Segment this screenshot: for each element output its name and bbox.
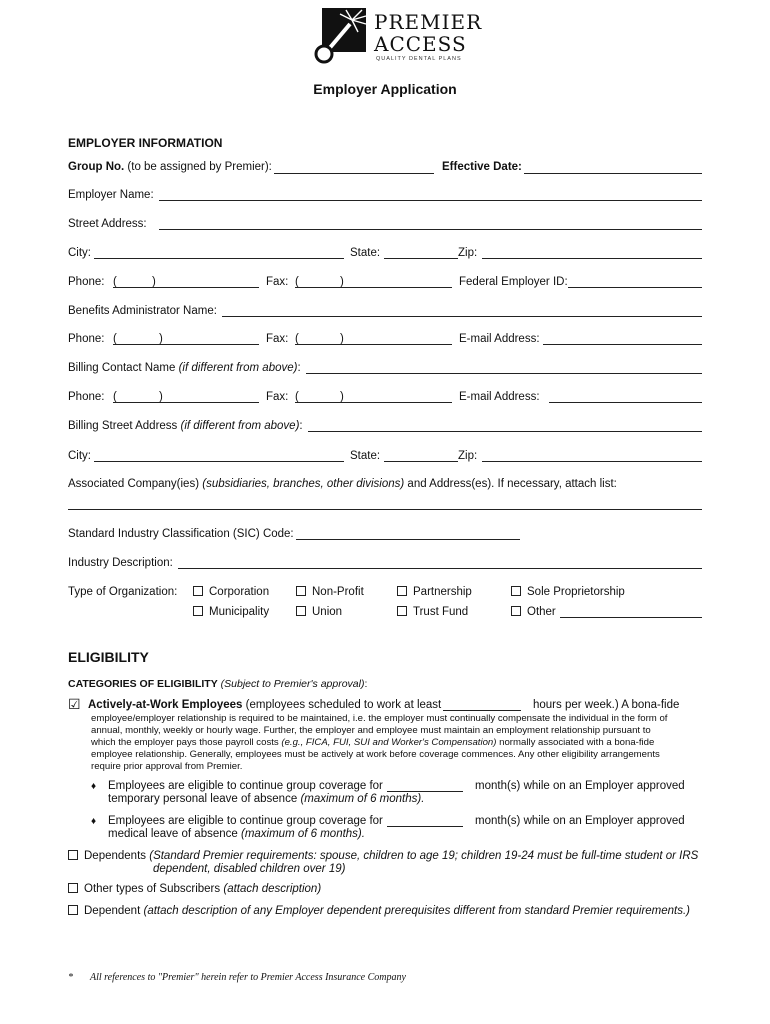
federal-id-field[interactable] — [568, 287, 702, 288]
logo-tagline: QUALITY DENTAL PLANS — [376, 56, 462, 62]
phone-field[interactable] — [113, 287, 259, 288]
zip-label: Zip: — [458, 247, 478, 259]
admin-phone-field[interactable] — [113, 344, 259, 345]
org-option-partnership[interactable]: Partnership — [397, 586, 472, 598]
fax-field[interactable] — [295, 287, 452, 288]
dependent-option[interactable]: Dependent (attach description of any Employer dependent prerequisites different from standard Premier requirements.) — [68, 905, 690, 917]
admin-fax-label: Fax: — [266, 333, 289, 345]
admin-email-field[interactable] — [543, 344, 702, 345]
street-address-label: Street Address: — [68, 218, 147, 230]
section-heading-employer: EMPLOYER INFORMATION — [68, 136, 223, 150]
checkbox[interactable] — [511, 586, 521, 596]
billing-contact-label: Billing Contact Name (if different from above): — [68, 362, 301, 374]
org-option-corporation[interactable]: Corporation — [193, 586, 269, 598]
medical-leave-months-field[interactable] — [387, 826, 463, 827]
eligibility-para-line3: which the employer pays those payroll costs (e.g., FICA, FUI, SUI and Worker's Compensation) normally associated with a bona-fide — [91, 737, 655, 748]
billing-fax-close: ) — [340, 391, 344, 403]
billing-fax-open: ( — [295, 391, 299, 403]
sic-code-label: Standard Industry Classification (SIC) Code: — [68, 528, 294, 540]
medical-leave-text-2: medical leave of absence (maximum of 6 months). — [108, 828, 365, 840]
medical-leave-months-label: month(s) while on an Employer approved — [475, 815, 685, 827]
billing-state-label: State: — [350, 450, 381, 462]
admin-fax-open: ( — [295, 333, 299, 345]
org-option-union[interactable]: Union — [296, 606, 342, 618]
employer-name-label: Employer Name: — [68, 189, 154, 201]
personal-leave-text-2: temporary personal leave of absence (maximum of 6 months). — [108, 793, 425, 805]
federal-id-label: Federal Employer ID: — [459, 276, 568, 288]
footnote-text: All references to "Premier" herein refer to Premier Access Insurance Company — [90, 972, 406, 983]
hours-per-week-field[interactable] — [443, 710, 521, 711]
street-address-field[interactable] — [159, 229, 702, 230]
employer-name-field[interactable] — [159, 200, 702, 201]
city-label: City: — [68, 247, 91, 259]
eligibility-para-line4: employee relationship. Generally, employees must be actively at work before coverage commences. Any other eligibility arrangements — [91, 749, 660, 760]
assoc-companies-label: Associated Company(ies) (subsidiaries, branches, other divisions) and Address(es). If necessary, attach list: — [68, 478, 617, 490]
key-icon — [312, 6, 374, 66]
categories-label: CATEGORIES OF ELIGIBILITY (Subject to Premier's approval): — [68, 678, 368, 690]
effective-date-label: Effective Date: — [442, 161, 522, 173]
logo — [312, 6, 483, 68]
org-option-non-profit[interactable]: Non-Profit — [296, 586, 364, 598]
sic-code-field[interactable] — [296, 539, 520, 540]
org-option-trust-fund[interactable]: Trust Fund — [397, 606, 468, 618]
checkbox[interactable] — [193, 586, 203, 596]
checkbox[interactable] — [68, 883, 78, 893]
checkbox[interactable] — [511, 606, 521, 616]
industry-desc-field[interactable] — [178, 568, 702, 569]
billing-email-label: E-mail Address: — [459, 391, 540, 403]
eligibility-para-line2: annual, monthly, weekly or hourly wage. Further, the employer and employee must maintain an employment relationship pursuant to — [91, 725, 651, 736]
billing-fax-field[interactable] — [295, 402, 452, 403]
effective-date-field[interactable] — [524, 173, 702, 174]
page-title: Employer Application — [313, 81, 457, 97]
benefits-admin-label: Benefits Administrator Name: — [68, 305, 217, 317]
bullet-icon: ♦ — [91, 781, 97, 792]
logo-line1: PREMIER — [374, 10, 483, 34]
org-option-other[interactable]: Other — [511, 606, 556, 618]
personal-leave-text: Employees are eligible to continue group coverage for — [108, 780, 383, 792]
checkbox[interactable] — [397, 606, 407, 616]
billing-state-field[interactable] — [384, 461, 458, 462]
bullet-icon: ♦ — [91, 816, 97, 827]
billing-street-label: Billing Street Address (if different from above): — [68, 420, 303, 432]
hours-per-week-label: hours per week.) A bona-fide — [533, 699, 680, 711]
footnote-star: * — [68, 972, 73, 983]
city-field[interactable] — [94, 258, 344, 259]
billing-phone-label: Phone: — [68, 391, 105, 403]
billing-phone-field[interactable] — [113, 402, 259, 403]
checked-box-icon[interactable]: ☑ — [68, 696, 81, 712]
billing-street-field[interactable] — [308, 431, 702, 432]
active-employees-label: Actively-at-Work Employees (employees scheduled to work at least — [88, 699, 442, 711]
admin-email-label: E-mail Address: — [459, 333, 540, 345]
billing-city-field[interactable] — [94, 461, 344, 462]
fax-area-close: ) — [340, 276, 344, 288]
billing-zip-field[interactable] — [482, 461, 702, 462]
personal-leave-months-field[interactable] — [387, 791, 463, 792]
eligibility-para-line5: require prior approval from Premier. — [91, 761, 243, 772]
admin-phone-open: ( — [113, 333, 117, 345]
billing-city-label: City: — [68, 450, 91, 462]
industry-desc-label: Industry Description: — [68, 557, 173, 569]
section-heading-eligibility: ELIGIBILITY — [68, 649, 149, 665]
checkbox[interactable] — [68, 905, 78, 915]
admin-phone-close: ) — [159, 333, 163, 345]
billing-email-field[interactable] — [549, 402, 702, 403]
checkbox[interactable] — [193, 606, 203, 616]
dependents-note-line2: dependent, disabled children over 19) — [153, 863, 346, 875]
admin-fax-field[interactable] — [295, 344, 452, 345]
eligibility-para-line1: employee/employer relationship is required to be maintained, i.e. the employer must continually compensate the individual in the form of — [91, 713, 668, 724]
phone-label: Phone: — [68, 276, 105, 288]
org-option-municipality[interactable]: Municipality — [193, 606, 269, 618]
zip-field[interactable] — [482, 258, 702, 259]
billing-fax-label: Fax: — [266, 391, 289, 403]
admin-fax-close: ) — [340, 333, 344, 345]
org-option-sole-proprietorship[interactable]: Sole Proprietorship — [511, 586, 625, 598]
other-subscribers-option[interactable]: Other types of Subscribers (attach description) — [68, 883, 321, 895]
admin-phone-label: Phone: — [68, 333, 105, 345]
checkbox[interactable] — [296, 586, 306, 596]
fax-label: Fax: — [266, 276, 289, 288]
org-other-field[interactable] — [560, 617, 702, 618]
assoc-companies-field[interactable] — [68, 509, 702, 510]
medical-leave-text: Employees are eligible to continue group coverage for — [108, 815, 383, 827]
dependents-option[interactable]: Dependents (Standard Premier requirements: spouse, children to age 19; children 19-24 must be full-time student or IRS — [68, 850, 698, 862]
billing-contact-field[interactable] — [306, 373, 702, 374]
benefits-admin-field[interactable] — [222, 316, 702, 317]
billing-phone-close: ) — [159, 391, 163, 403]
billing-phone-open: ( — [113, 391, 117, 403]
checkbox[interactable] — [296, 606, 306, 616]
checkbox[interactable] — [68, 850, 78, 860]
billing-zip-label: Zip: — [458, 450, 478, 462]
phone-area-close: ) — [152, 276, 156, 288]
personal-leave-months-label: month(s) while on an Employer approved — [475, 780, 685, 792]
logo-line2: ACCESS — [374, 32, 467, 56]
org-type-label: Type of Organization: — [68, 586, 178, 598]
state-field[interactable] — [384, 258, 458, 259]
phone-area-open: ( — [113, 276, 117, 288]
fax-area-open: ( — [295, 276, 299, 288]
state-label: State: — [350, 247, 381, 259]
group-no-field[interactable] — [274, 173, 434, 174]
group-no-label: Group No. (to be assigned by Premier): — [68, 161, 272, 173]
checkbox[interactable] — [397, 586, 407, 596]
